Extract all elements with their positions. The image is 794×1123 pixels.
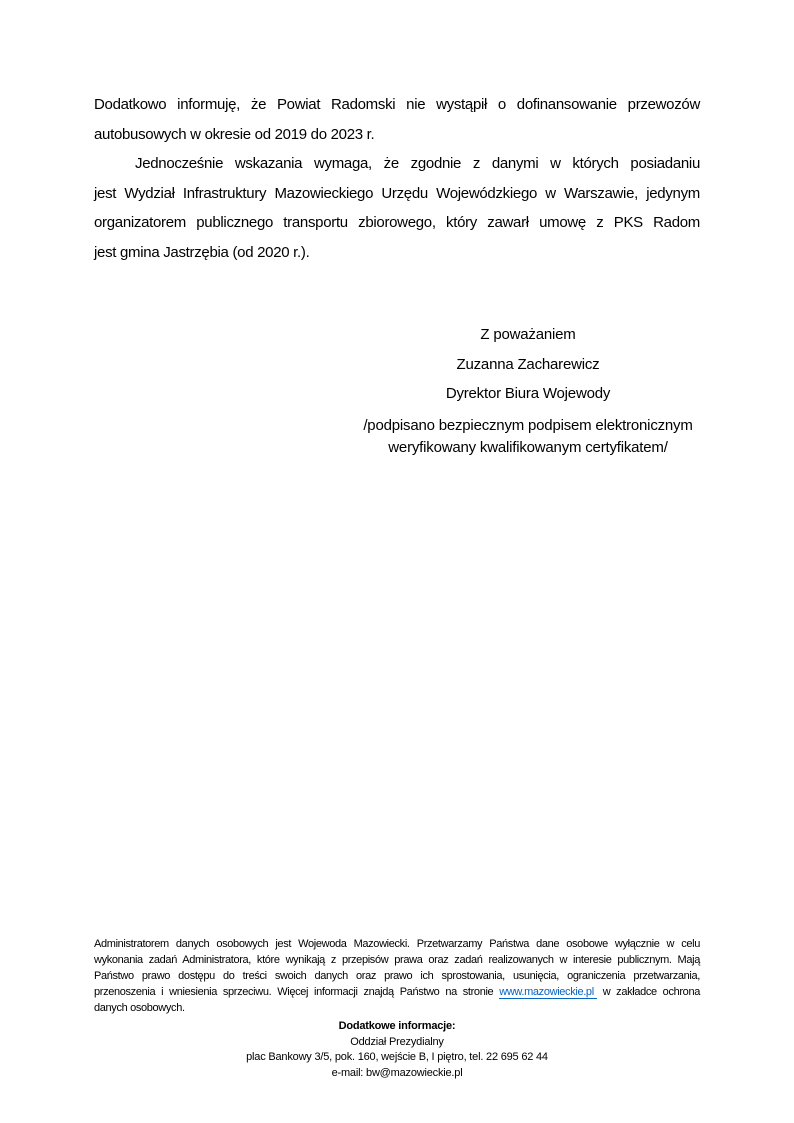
paragraph-line: Jednocześnie wskazania wymaga, że zgodnie z danymi w których posiadaniu: [135, 155, 700, 172]
signature-block: [348, 320, 708, 459]
paragraph-line: autobusowych w okresie od 2019 do 2023 r.: [94, 125, 375, 143]
paragraph-line: organizatorem publicznego transportu zbiorowego, który zawarł umowę z PKS Radom: [94, 214, 700, 231]
signatory-title: Dyrektor Biura Wojewody: [445, 385, 611, 402]
privacy-notice-line: wykonania zadań Administratora, które wynikają z przepisów prawa oraz zadań realizowanych w interesie publicznym. Mają: [94, 954, 700, 966]
page-footer: [94, 936, 700, 1081]
privacy-notice-line: danych osobowych.: [94, 1002, 185, 1014]
letter-body: [0, 0, 794, 459]
esignature-note-line: /podpisano bezpiecznym podpisem elektronicznym: [363, 416, 693, 434]
privacy-notice-text: przenoszenia i wniesienia sprzeciwu. Więcej informacji znajdą Państwo na stronie: [94, 986, 500, 998]
additional-info-heading: Dodatkowe informacje:: [338, 1020, 456, 1032]
esignature-note: [348, 415, 708, 459]
signatory-name: Zuzanna Zacharewicz: [456, 355, 600, 373]
esignature-note-line: weryfikowany kwalifikowanym certyfikatem/: [388, 438, 668, 456]
paragraph-line: Dodatkowo informuję, że Powiat Radomski nie wystąpił o dofinansowanie przewozów: [94, 96, 700, 113]
paragraph-line: jest Wydział Infrastruktury Mazowieckiego Urzędu Wojewódzkiego w Warszawie, jedynym: [94, 184, 700, 202]
body-paragraph-2: [94, 149, 700, 267]
privacy-notice-line: Państwo prawo dostępu do treści swoich danych oraz prawo ich sprostowania, usunięcia, ograniczenia przetwarzania,: [94, 970, 700, 982]
privacy-notice-line: Administratorem danych osobowych jest Wojewoda Mazowiecki. Przetwarzamy Państwa dane osobowe wyłącznie w celu: [94, 938, 700, 950]
paragraph-line: jest gmina Jastrzębia (od 2020 r.).: [94, 243, 310, 261]
closing-phrase: Z poważaniem: [480, 326, 576, 343]
privacy-notice: [94, 936, 700, 1016]
privacy-notice-line: [94, 984, 700, 1000]
department-line: Oddział Prezydialny: [350, 1035, 444, 1048]
mazowieckie-link[interactable]: www.mazowieckie.pl: [499, 986, 597, 999]
address-line: plac Bankowy 3/5, pok. 160, wejście B, I piętro, tel. 22 695 62 44: [246, 1051, 548, 1063]
additional-info-block: [94, 1019, 700, 1081]
privacy-notice-text: w zakładce ochrona: [596, 986, 700, 998]
email-line: e-mail: bw@mazowieckie.pl: [331, 1066, 463, 1079]
body-paragraph-1: [94, 90, 700, 149]
